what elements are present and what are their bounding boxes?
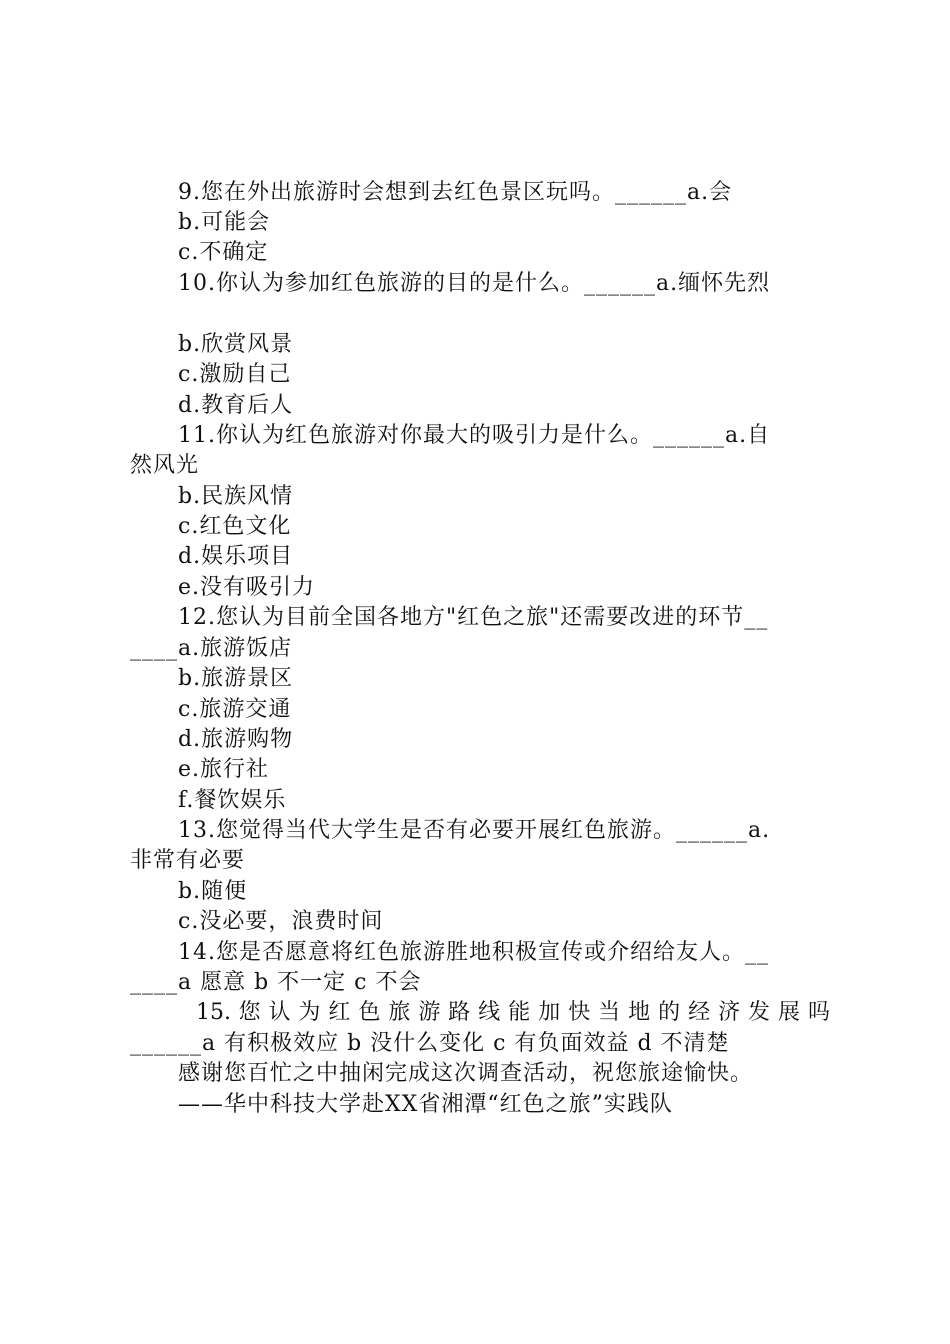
question-12-option-e: e.旅行社 (178, 757, 270, 782)
question-10-option-b: b.欣赏风景 (178, 332, 294, 357)
question-11-option-b: b.民族风情 (178, 484, 294, 509)
question-9: 9.您在外出旅游时会想到去红色景区玩吗。______a.会 (178, 180, 733, 205)
question-15-options: ______a 有积极效应 b 没什么变化 c 有负面效益 d 不清楚 (130, 1031, 730, 1056)
question-10: 10.你认为参加红色旅游的目的是什么。______a.缅怀先烈 (178, 271, 771, 296)
question-12-option-f: f.餐饮娱乐 (178, 788, 287, 813)
question-11-option-d: d.娱乐项目 (178, 544, 294, 569)
question-12-option-d: d.旅游购物 (178, 727, 294, 752)
question-13-continued: 非常有必要 (130, 848, 246, 873)
question-11-option-c: c.红色文化 (178, 514, 292, 539)
question-14: 14.您是否愿意将红色旅游胜地积极宣传或介绍给友人。__ (178, 940, 769, 965)
question-12: 12.您认为目前全国各地方"红色之旅"还需要改进的环节__ (178, 605, 769, 630)
question-13: 13.您觉得当代大学生是否有必要开展红色旅游。______a. (178, 818, 771, 843)
thank-you-note: 感谢您百忙之中抽闲完成这次调查活动，祝您旅途愉快。 (178, 1061, 754, 1086)
question-11-continued: 然风光 (130, 453, 200, 478)
question-11-option-e: e.没有吸引力 (178, 575, 316, 600)
question-9-option-b: b.可能会 (178, 210, 271, 235)
question-12-option-b: b.旅游景区 (178, 666, 294, 691)
question-13-option-c: c.没必要，浪费时间 (178, 909, 384, 934)
question-13-option-b: b.随便 (178, 879, 248, 904)
question-10-option-c: c.激励自己 (178, 362, 292, 387)
question-15: 15. 您 认 为 红 色 旅 游 路 线 能 加 快 当 地 的 经 济 发 展 吗 (196, 1000, 830, 1025)
question-12-continued: ____a.旅游饭店 (130, 636, 293, 661)
question-10-option-d: d.教育后人 (178, 393, 294, 418)
question-12-option-c: c.旅游交通 (178, 697, 292, 722)
question-9-option-c: c.不确定 (178, 240, 269, 265)
question-14-options: ____a 愿意 b 不一定 c 不会 (130, 970, 422, 995)
question-11: 11.你认为红色旅游对你最大的吸引力是什么。______a.自 (178, 423, 771, 448)
signature: ——华中科技大学赴XX省湘潭“红色之旅”实践队 (178, 1092, 673, 1117)
